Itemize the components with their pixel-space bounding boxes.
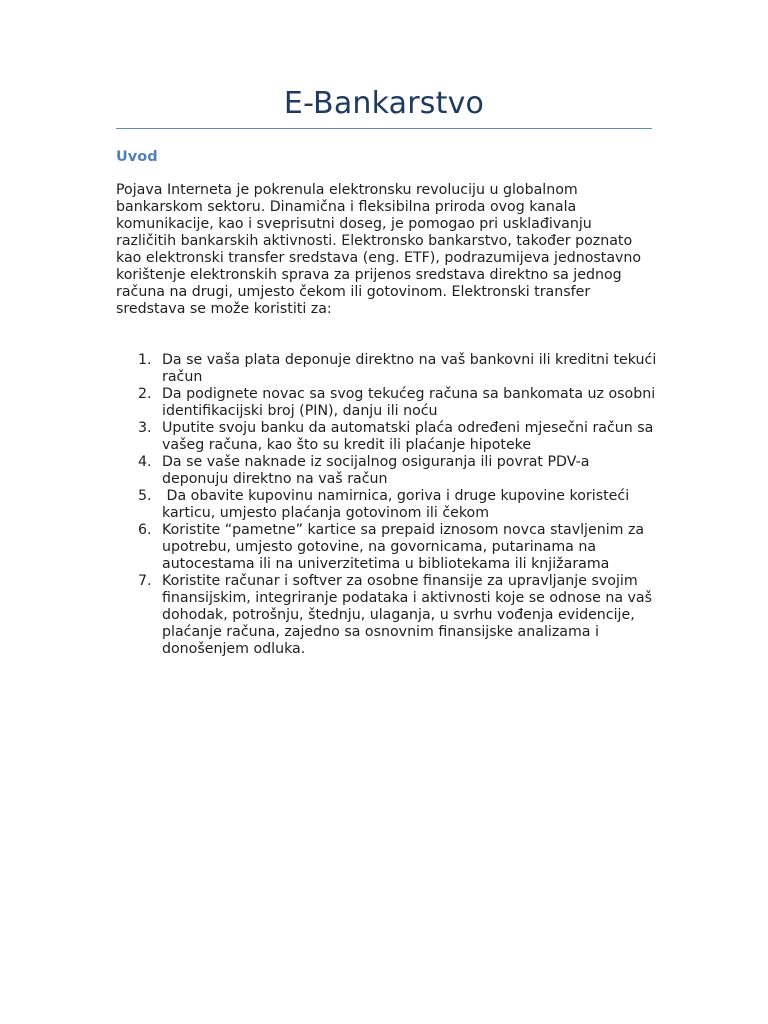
list-item-text: Da se vaša plata deponuje direktno na vaš bankovni ili kreditni tekući račun bbox=[162, 352, 657, 385]
list-item-text: Da se vaše naknade iz socijalnog osiguranja ili povrat PDV-a deponuju direktno na vaš račun bbox=[162, 454, 590, 487]
list-item bbox=[116, 352, 660, 386]
section-heading: Uvod bbox=[116, 149, 158, 165]
list-item bbox=[116, 488, 660, 522]
document-title: E-Bankarstvo bbox=[283, 86, 485, 121]
list-item-text: Da obavite kupovinu namirnica, goriva i druge kupovine koristeći karticu, umjesto plaćanja gotovinom ili čekom bbox=[162, 488, 634, 521]
list-item-number: 3. bbox=[138, 420, 152, 436]
list-item bbox=[116, 573, 660, 658]
intro-paragraph: Pojava Interneta je pokrenula elektronsku revoluciju u globalnom bankarskom sektoru. Dinamična i fleksibilna priroda ovog kanala komunikacije, kao i sveprisutni doseg, je pomogao pri usklađivanju različitih bankarskih aktivnosti. Elektronsko bankarstvo, također poznato kao elektronski transfer sredstava (eng. ETF), podrazumijeva jednostavno korištenje elektronskih sprava za prijenos sredstava direktno sa jednog računa na drugi, umjesto čekom ili gotovinom. Elektronski transfer sredstava se može koristiti za: bbox=[116, 182, 642, 317]
list-item bbox=[116, 522, 660, 573]
list-item bbox=[116, 420, 660, 454]
list-item bbox=[116, 386, 660, 420]
list-item-text: Uputite svoju banku da automatski plaća određeni mjesečni račun sa vašeg računa, kao što su kredit ili plaćanje hipoteke bbox=[162, 420, 654, 453]
list-item-number: 6. bbox=[138, 522, 152, 538]
list-item-text: Koristite “pametne” kartice sa prepaid iznosom novca stavljenim za upotrebu, umjesto gotovine, na govornicama, putarinama na autocestama ili na univerzitetima u bibliotekama ili knjižarama bbox=[162, 522, 645, 572]
list-item-number: 7. bbox=[138, 573, 152, 589]
numbered-list bbox=[116, 352, 660, 658]
list-item-number: 4. bbox=[138, 454, 152, 470]
list-item-text: Da podignete novac sa svog tekućeg računa sa bankomata uz osobni identifikacijski broj (PIN), danju ili noću bbox=[162, 386, 656, 419]
list-item-number: 5. bbox=[138, 488, 152, 504]
list-item bbox=[116, 454, 660, 488]
title-underline bbox=[116, 128, 652, 129]
list-item-number: 2. bbox=[138, 386, 152, 402]
list-item-number: 1. bbox=[138, 352, 152, 368]
list-item-text: Koristite računar i softver za osobne finansije za upravljanje svojim finansijskim, integriranje podataka i aktivnosti koje se odnose na vaš dohodak, potrošnju, štednju, ulaganja, u svrhu vođenja evidencije, plaćanje računa, zajedno sa osnovnim finansijske analizama i donošenjem odluka. bbox=[162, 573, 653, 657]
